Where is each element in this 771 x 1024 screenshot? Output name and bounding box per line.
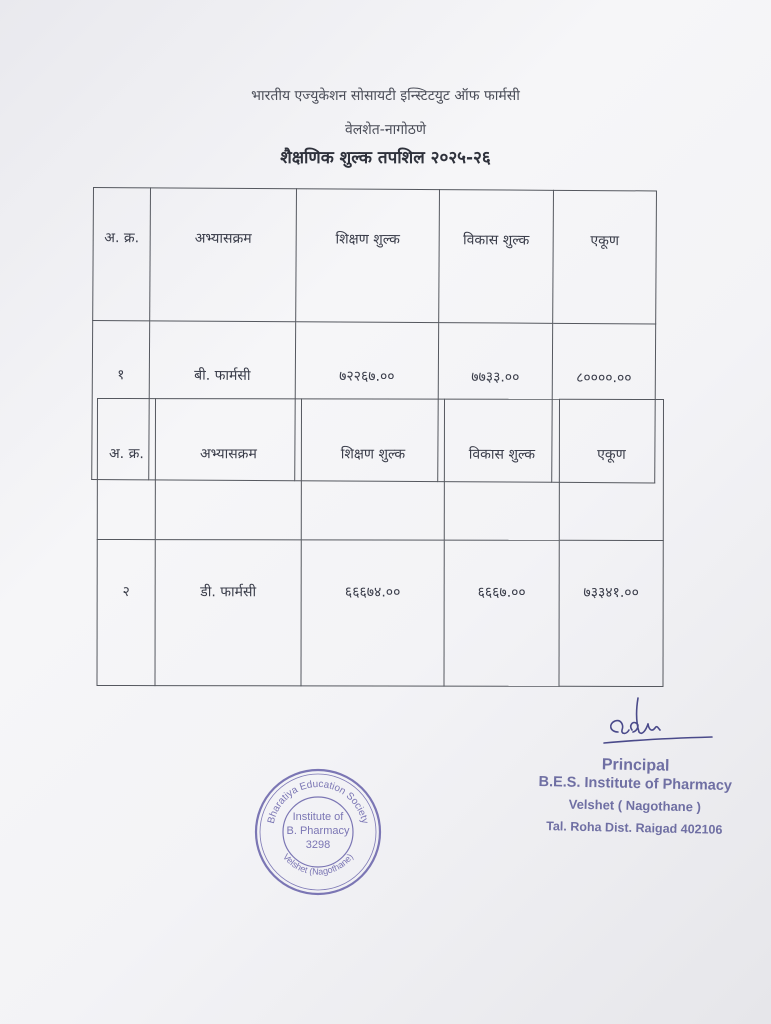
table-row	[97, 540, 663, 687]
cell-serial-no: २	[97, 540, 155, 686]
principal-title: Principal	[601, 756, 670, 775]
cell-development-fee: ७७३३.००	[438, 323, 553, 483]
cell-total: ७३३४१.००	[559, 540, 663, 686]
cell-development-fee: ६६६७.००	[444, 540, 559, 686]
header-serial-no: अ. क्र.	[93, 188, 151, 321]
cell-course: बी. फार्मसी	[149, 321, 296, 481]
cell-serial-no: १	[92, 321, 150, 480]
seal-line-1: Institute of	[292, 811, 344, 823]
seal-ring-bottom: Velshet (Nagothane)	[280, 851, 356, 877]
institute-stamp-name: B.E.S. Institute of Pharmacy	[538, 773, 733, 795]
institute-location: वेलशेत-नागोठणे	[345, 122, 426, 138]
cell-tuition-fee: ७२२६७.००	[295, 322, 439, 482]
cell-total: ८००००.००	[552, 323, 656, 483]
institute-stamp-place: Velshet ( Nagothane )	[568, 796, 702, 815]
seal-ring-text: Bharatiya Education Society	[265, 778, 371, 825]
table-header-row	[97, 399, 663, 541]
header-total: एकूण	[559, 399, 663, 540]
table-header-row	[93, 188, 657, 324]
cell-tuition-fee: ६६६७४.००	[301, 540, 444, 686]
header-tuition-fee: शिक्षण शुल्क	[296, 189, 440, 323]
header-course: अभ्यासक्रम	[150, 188, 297, 322]
fee-table-d-pharmacy	[96, 398, 664, 687]
header-development-fee: विकास शुल्क	[439, 190, 554, 324]
fee-details-title: शैक्षणिक शुल्क तपशिल २०२५-२६	[280, 148, 491, 168]
header-tuition-fee: शिक्षण शुल्क	[301, 399, 444, 540]
principal-signature-block	[509, 754, 761, 837]
cell-course: डी. फार्मसी	[155, 540, 301, 686]
institute-seal	[251, 765, 385, 899]
header-course: अभ्यासक्रम	[155, 399, 301, 540]
seal-line-3: 3298	[305, 839, 331, 851]
institute-stamp-address: Tal. Roha Dist. Raigad 402106	[546, 819, 723, 837]
institute-name: भारतीय एज्युकेशन सोसायटी इन्स्टिटयुट ऑफ फार्मसी	[251, 88, 520, 104]
header-development-fee: विकास शुल्क	[444, 399, 559, 540]
header-serial-no: अ. क्र.	[97, 399, 155, 540]
principal-signature	[596, 694, 716, 748]
seal-line-2: B. Pharmacy	[286, 825, 350, 837]
header-total: एकूण	[553, 190, 657, 324]
